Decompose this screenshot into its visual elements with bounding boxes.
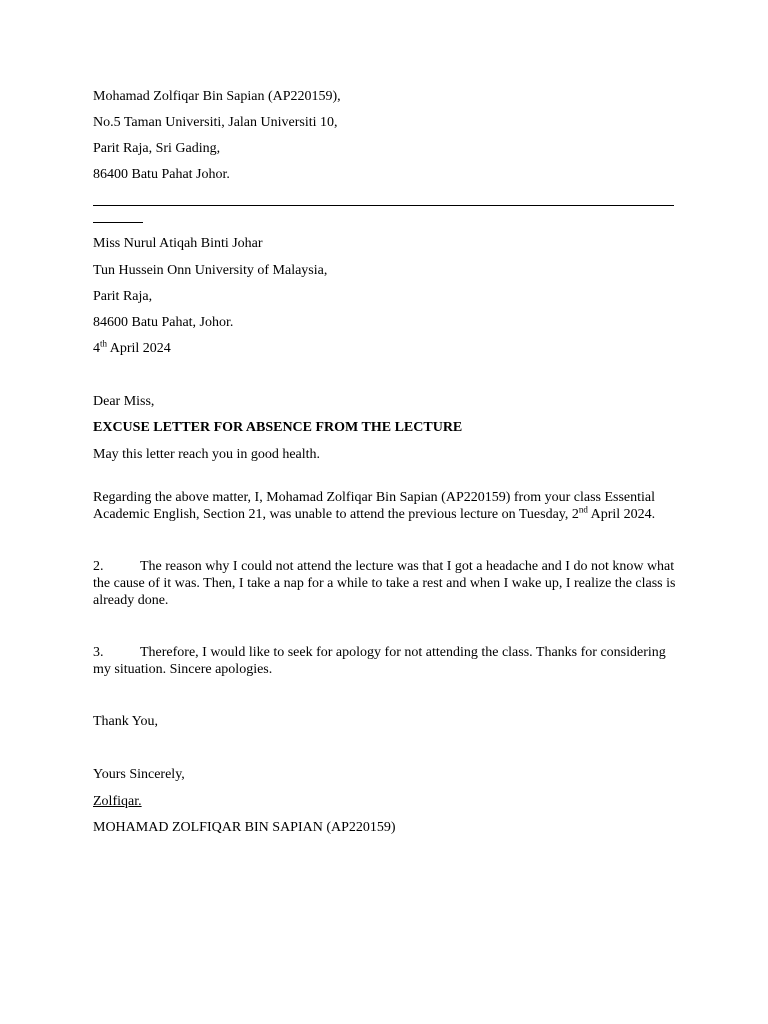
subject-heading: EXCUSE LETTER FOR ABSENCE FROM THE LECTURE: [93, 420, 463, 435]
sender-name: Mohamad Zolfiqar Bin Sapian (AP220159),: [93, 89, 341, 104]
paragraph-3: [93, 644, 677, 678]
recipient-address-line-1: Parit Raja,: [93, 289, 153, 304]
separator-line-continuation: [93, 222, 143, 223]
paragraph-2: [93, 558, 677, 609]
sender-address-line-1: No.5 Taman Universiti, Jalan Universiti 10,: [93, 115, 338, 130]
sender-address-line-2: Parit Raja, Sri Gading,: [93, 141, 221, 156]
paragraph-1: [93, 489, 677, 523]
signatory-name: MOHAMAD ZOLFIQAR BIN SAPIAN (AP220159): [93, 820, 396, 835]
date-day: 4: [93, 341, 100, 356]
paragraph-3-text: Therefore, I would like to seek for apology for not attending the class. Thanks for considering my situation. Sincere apologies.: [93, 645, 666, 677]
recipient-name: Miss Nurul Atiqah Binti Johar: [93, 236, 263, 251]
recipient-address-line-2: 84600 Batu Pahat, Johor.: [93, 315, 234, 330]
recipient-institution: Tun Hussein Onn University of Malaysia,: [93, 263, 328, 278]
separator-line: [93, 205, 674, 206]
paragraph-2-number: 2.: [93, 559, 104, 574]
salutation: Dear Miss,: [93, 394, 155, 409]
thanks-line: Thank You,: [93, 714, 158, 729]
opening-greeting: May this letter reach you in good health.: [93, 447, 321, 462]
paragraph-3-number: 3.: [93, 645, 104, 660]
paragraph-1-date-suffix: nd: [578, 504, 588, 515]
paragraph-2-text: The reason why I could not attend the lecture was that I got a headache and I do not know what the cause of it was. Then, I take a nap for a while to take a rest and when I wake up, I realize the class is already done.: [93, 559, 676, 608]
sender-address-line-3: 86400 Batu Pahat Johor.: [93, 167, 230, 182]
date-suffix: th: [100, 338, 108, 349]
paragraph-1-text: Regarding the above matter, I, Mohamad Zolfiqar Bin Sapian (AP220159) from your class Essential Academic English, Section 21, was unable to attend the previous lecture on Tuesday, 2: [93, 490, 656, 522]
date-month-year: April 2024: [107, 341, 171, 356]
paragraph-1-text-end: April 2024.: [587, 507, 656, 522]
signature: Zolfiqar.: [93, 794, 142, 809]
letter-date: [93, 340, 171, 357]
closing-line: Yours Sincerely,: [93, 767, 185, 782]
